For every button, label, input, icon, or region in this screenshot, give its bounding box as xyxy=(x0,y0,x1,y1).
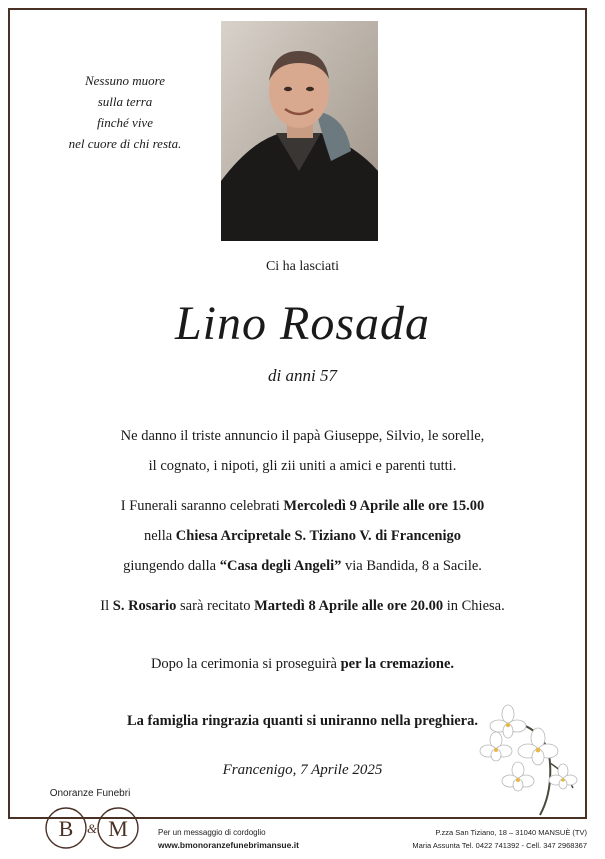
rosary-datetime: Martedì 8 Aprile alle ore 20.00 xyxy=(254,598,444,614)
portrait-photo xyxy=(221,21,378,241)
announcement-line-1: Ne danno il triste annuncio il papà Giuseppe, Silvio, le sorelle, xyxy=(120,428,485,444)
condolence-label: Per un messaggio di cordoglio xyxy=(158,828,266,837)
quote-line-2: sulla terra xyxy=(97,94,153,109)
quote-line-3: finché vive xyxy=(97,115,153,130)
footer-phones: Maria Assunta Tel. 0422 741392 - Cell. 347 2968367 xyxy=(412,841,587,850)
funeral-church: Chiesa Arcipretale S. Tiziano V. di Francenigo xyxy=(175,528,461,544)
announcement-paragraph xyxy=(0,421,605,481)
quote-line-1: Nessuno muore xyxy=(84,73,166,88)
logo-letter-m: M xyxy=(108,816,128,841)
logo-title: Onoranze Funebri xyxy=(49,788,131,799)
logo-ampersand: & xyxy=(86,821,98,836)
footer-address: P.zza San Tiziano, 18 – 31040 MANSUÈ (TV) xyxy=(435,828,587,837)
funeral-line-3: giungendo dalla “Casa degli Angeli” via Bandida, 8 a Sacile. xyxy=(123,558,482,574)
condolence-website-link[interactable]: www.bmonoranzefunebrimansue.it xyxy=(158,840,299,850)
cremation-line: Dopo la cerimonia si proseguirà per la cremazione. xyxy=(150,656,455,672)
footer-contact-left xyxy=(158,826,299,852)
intro-text: Ci ha lasciati xyxy=(265,259,340,274)
place-date: Francenigo, 7 Aprile 2025 xyxy=(222,762,383,778)
logo-letter-b: B xyxy=(58,816,74,841)
funeral-line-2: nella Chiesa Arcipretale S. Tiziano V. di Francenigo xyxy=(143,528,461,544)
thanks-line: La famiglia ringrazia quanti si uniranno nella preghiera. xyxy=(127,713,478,729)
memorial-quote xyxy=(40,70,210,154)
quote-line-4: nel cuore di chi resta. xyxy=(68,136,182,151)
funeral-datetime: Mercoledì 9 Aprile alle ore 15.00 xyxy=(283,498,485,514)
logo-emblem-icon xyxy=(30,800,150,854)
rosary-line: Il S. Rosario sarà recitato Martedì 8 Aprile alle ore 20.00 in Chiesa. xyxy=(100,598,505,614)
deceased-name: Lino Rosada xyxy=(174,297,431,350)
portrait-photo-icon xyxy=(221,21,378,241)
deceased-age: di anni 57 xyxy=(268,366,337,385)
orchid-flowers-icon xyxy=(478,703,583,818)
funeral-paragraph xyxy=(0,491,605,581)
footer-contact-right xyxy=(412,826,587,852)
funeral-line-1: I Funerali saranno celebrati Mercoledì 9 Aprile alle ore 15.00 xyxy=(120,498,485,514)
announcement-line-2: il cognato, i nipoti, gli zii uniti a amici e parenti tutti. xyxy=(148,458,457,474)
funeral-origin: “Casa degli Angeli” xyxy=(219,558,342,574)
funeral-home-logo xyxy=(30,788,150,854)
